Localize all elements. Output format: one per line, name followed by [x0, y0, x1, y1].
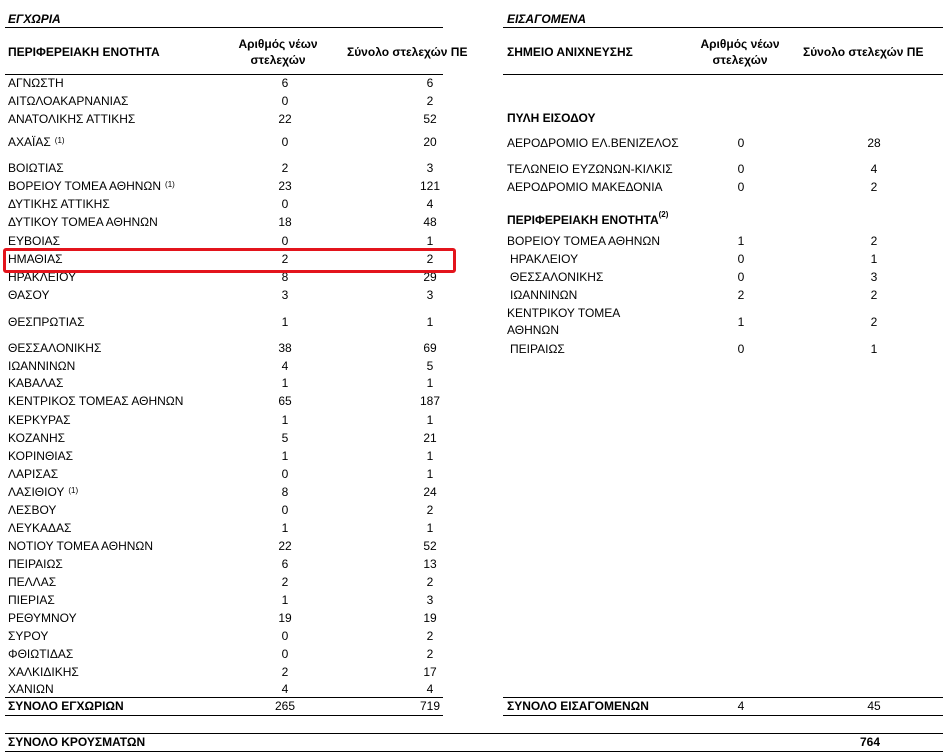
region-name: ΝΟΤΙΟΥ ΤΟΜΕΑ ΑΘΗΝΩΝ: [8, 539, 154, 553]
table-row: [8, 313, 448, 331]
footnote-marker: (1): [165, 180, 175, 189]
total-count: 1: [426, 521, 434, 535]
new-count: 5: [281, 431, 289, 445]
gate-title: ΠΥΛΗ ΕΙΣΟΔΟΥ: [507, 111, 596, 125]
region-row: [507, 250, 937, 268]
region-name: ΘΕΣΠΡΩΤΙΑΣ: [8, 315, 85, 329]
new-count: 23: [278, 179, 292, 193]
footnote-marker: (1): [54, 136, 65, 145]
region-name: ΠΙΕΡΙΑΣ: [8, 593, 55, 607]
table-row: [8, 177, 448, 195]
table-row: [8, 663, 448, 681]
gate-new-count: 0: [737, 162, 745, 176]
total-count: 187: [419, 394, 441, 408]
domestic-total-total: 719: [419, 699, 441, 713]
gate-total-count: 28: [867, 136, 881, 150]
total-count: 5: [426, 359, 434, 373]
new-count: 3: [281, 288, 289, 302]
region-name: ΛΑΡΙΣΑΣ: [8, 467, 59, 481]
table-row: [8, 213, 448, 231]
region-total-count: 3: [870, 270, 878, 284]
region-row: [507, 286, 937, 304]
region-name: ΑΝΑΤΟΛΙΚΗΣ ΑΤΤΙΚΗΣ: [8, 112, 136, 126]
imported-total-new: 4: [737, 699, 745, 713]
total-count: 3: [426, 161, 434, 175]
new-count: 2: [281, 252, 289, 266]
region-total-count: 2: [870, 315, 878, 329]
region-row: [507, 232, 937, 250]
total-count: 2: [426, 575, 434, 589]
imported-total-row: [507, 697, 937, 715]
domestic-bottom-rule: [5, 715, 443, 716]
region-name: ΔΥΤΙΚΗΣ ΑΤΤΙΚΗΣ: [8, 197, 110, 211]
region-name: ΑΓΝΩΣΤΗ: [8, 76, 64, 90]
region-new-count: 0: [737, 342, 745, 356]
region-name: ΡΕΘΥΜΝΟΥ: [8, 611, 77, 625]
table-row: [8, 447, 448, 465]
new-count: 2: [281, 161, 289, 175]
region-new-count: 1: [737, 234, 745, 248]
domestic-col-total: Σύνολο στελεχών ΠΕ: [347, 45, 468, 59]
new-count: 0: [281, 647, 289, 661]
table-row: [8, 74, 448, 92]
region-row: [507, 305, 937, 337]
region-row-name: ΒΟΡΕΙΟΥ ΤΟΜΕΑ ΑΘΗΝΩΝ: [507, 234, 661, 248]
total-count: 1: [426, 413, 434, 427]
new-count: 1: [281, 593, 289, 607]
domestic-total-new: 265: [274, 699, 296, 713]
table-row: [8, 645, 448, 663]
new-count: 0: [281, 503, 289, 517]
table-row: [8, 195, 448, 213]
new-count: 4: [281, 359, 289, 373]
new-count: 0: [281, 234, 289, 248]
region-name: ΠΕΙΡΑΙΩΣ: [8, 557, 63, 571]
region-name: ΗΜΑΘΙΑΣ: [8, 252, 63, 266]
gate-new-count: 0: [737, 180, 745, 194]
region-name: ΙΩΑΝΝΙΝΩΝ: [8, 359, 76, 373]
imported-col-new-line2: στελεχών: [712, 53, 768, 67]
table-row: [8, 357, 448, 375]
region-row-name: ΘΕΣΣΑΛΟΝΙΚΗΣ: [510, 270, 604, 284]
region-total-count: 2: [870, 288, 878, 302]
new-count: 1: [281, 449, 289, 463]
region-name: ΑΧΑΪΑΣ (1): [8, 133, 51, 151]
new-count: 0: [281, 94, 289, 108]
new-count: 0: [281, 629, 289, 643]
region-name: ΠΕΛΛΑΣ: [8, 575, 57, 589]
region-name: ΚΑΒΑΛΑΣ: [8, 376, 64, 390]
table-row: [8, 133, 448, 151]
region-name: ΦΘΙΩΤΙΔΑΣ: [8, 647, 74, 661]
table-row: [8, 680, 448, 698]
total-count: 1: [426, 467, 434, 481]
region-name: ΑΙΤΩΛΟΑΚΑΡΝΑΝΙΑΣ: [8, 94, 129, 108]
table-row: [8, 609, 448, 627]
region-table-body: [507, 0, 937, 756]
table-row: [8, 411, 448, 429]
region-row-name: ΗΡΑΚΛΕΙΟΥ: [510, 252, 579, 266]
new-count: 1: [281, 521, 289, 535]
new-count: 6: [281, 76, 289, 90]
total-count: 2: [426, 647, 434, 661]
table-row: [8, 465, 448, 483]
total-count: 6: [426, 76, 434, 90]
new-count: 8: [281, 485, 289, 499]
total-count: 48: [423, 215, 437, 229]
grand-total-value: 764: [860, 735, 881, 749]
region-row: [507, 340, 937, 358]
new-count: 8: [281, 270, 289, 284]
region-row-name: ΠΕΙΡΑΙΩΣ: [510, 342, 565, 356]
total-count: 2: [426, 629, 434, 643]
region-name: ΧΑΝΙΩΝ: [8, 682, 54, 696]
total-count: 19: [423, 611, 437, 625]
region-new-count: 0: [737, 270, 745, 284]
imported-col-point: ΣΗΜΕΙΟ ΑΝΙΧΝΕΥΣΗΣ: [507, 45, 633, 59]
region-new-count: 0: [737, 252, 745, 266]
new-count: 19: [278, 611, 292, 625]
total-count: 2: [426, 94, 434, 108]
table-row: [8, 483, 448, 501]
table-row: [8, 429, 448, 447]
domestic-col-new-line1: Αριθμός νέων: [238, 37, 318, 51]
new-count: 22: [278, 539, 292, 553]
new-count: 18: [278, 215, 292, 229]
region-row-name-line2: ΑΘΗΝΩΝ: [507, 323, 560, 337]
gate-name: ΑΕΡΟΔΡΟΜΙΟ ΕΛ.ΒΕΝΙΖΕΛΟΣ: [507, 136, 679, 150]
region-total-count: 2: [870, 234, 878, 248]
new-count: 6: [281, 557, 289, 571]
new-count: 38: [278, 341, 292, 355]
total-count: 2: [426, 252, 434, 266]
highlight-box: [3, 248, 456, 273]
total-count: 21: [423, 431, 437, 445]
table-row: [8, 286, 448, 304]
region-title-sup: (2): [658, 210, 669, 219]
region-name: ΘΑΣΟΥ: [8, 288, 50, 302]
region-row-name: ΙΩΑΝΝΙΝΩΝ: [510, 288, 578, 302]
new-count: 0: [281, 467, 289, 481]
table-row: [8, 627, 448, 645]
table-row: [8, 392, 448, 410]
total-count: 1: [426, 376, 434, 390]
region-name: ΘΕΣΣΑΛΟΝΙΚΗΣ: [8, 341, 102, 355]
total-count: 52: [423, 112, 437, 126]
region-name: ΛΕΥΚΑΔΑΣ: [8, 521, 72, 535]
region-name: ΗΡΑΚΛΕΙΟΥ: [8, 270, 77, 284]
table-row: [8, 92, 448, 110]
total-count: 3: [426, 593, 434, 607]
new-count: 0: [281, 135, 289, 149]
new-count: 2: [281, 665, 289, 679]
region-name: ΚΟΖΑΝΗΣ: [8, 431, 66, 445]
new-count: 4: [281, 682, 289, 696]
region-title-text: ΠΕΡΙΦΕΡΕΙΑΚΗ ΕΝΟΤΗΤΑ: [507, 213, 659, 227]
new-count: 0: [281, 197, 289, 211]
grand-total-top-rule: [5, 733, 943, 734]
imported-col-total: Σύνολο στελεχών ΠΕ: [803, 45, 924, 59]
table-row: [8, 501, 448, 519]
domestic-total-label: ΣΥΝΟΛΟ ΕΓΧΩΡΙΩΝ: [8, 699, 124, 713]
new-count: 1: [281, 413, 289, 427]
imported-section-title: ΕΙΣΑΓΟΜΕΝΑ: [507, 12, 587, 26]
new-count: 22: [278, 112, 292, 126]
region-name: ΚΕΡΚΥΡΑΣ: [8, 413, 71, 427]
region-row: [507, 268, 937, 286]
region-row-name: [507, 305, 620, 339]
table-row: [8, 519, 448, 537]
new-count: 2: [281, 575, 289, 589]
gate-name: ΑΕΡΟΔΡΟΜΙΟ ΜΑΚΕΔΟΝΙΑ: [507, 180, 663, 194]
domestic-total-row: [8, 697, 448, 715]
region-new-count: 2: [737, 288, 745, 302]
footnote-marker: (1): [68, 486, 79, 495]
table-row: [8, 339, 448, 357]
region-new-count: 1: [737, 315, 745, 329]
domestic-table-body: [8, 0, 448, 756]
region-name: ΚΕΝΤΡΙΚΟΣ ΤΟΜΕΑΣ ΑΘΗΝΩΝ: [8, 394, 184, 408]
domestic-col-new-line2: στελεχών: [250, 53, 306, 67]
imported-bottom-rule: [503, 715, 943, 716]
region-name: ΒΟΡΕΙΟΥ ΤΟΜΕΑ ΑΘΗΝΩΝ (1): [8, 177, 161, 195]
table-row: [8, 573, 448, 591]
region-name: ΔΥΤΙΚΟΥ ΤΟΜΕΑ ΑΘΗΝΩΝ: [8, 215, 158, 229]
total-count: 29: [423, 270, 437, 284]
region-name: ΕΥΒΟΙΑΣ: [8, 234, 61, 248]
gate-total-count: 4: [870, 162, 878, 176]
domestic-col-region: ΠΕΡΙΦΕΡΕΙΑΚΗ ΕΝΟΤΗΤΑ: [8, 45, 160, 59]
total-count: 4: [426, 197, 434, 211]
imported-col-new-line1: Αριθμός νέων: [700, 37, 780, 51]
total-count: 69: [423, 341, 437, 355]
grand-total-bottom-rule: [5, 751, 943, 752]
new-count: 65: [278, 394, 292, 408]
region-name: ΒΟΙΩΤΙΑΣ: [8, 161, 64, 175]
table-row: [8, 159, 448, 177]
gate-name: ΤΕΛΩΝΕΙΟ ΕΥΖΩΝΩΝ-ΚΙΛΚΙΣ: [507, 162, 673, 176]
region-total-count: 1: [870, 252, 878, 266]
gate-total-count: 2: [870, 180, 878, 194]
region-name: ΣΥΡΟΥ: [8, 629, 49, 643]
table-row: [8, 374, 448, 392]
total-count: 1: [426, 449, 434, 463]
region-row-name-line1: ΚΕΝΤΡΙΚΟΥ ΤΟΜΕΑ: [507, 306, 621, 320]
table-row: [8, 555, 448, 573]
total-count: 3: [426, 288, 434, 302]
total-count: 52: [423, 539, 437, 553]
region-name: ΧΑΛΚΙΔΙΚΗΣ: [8, 665, 79, 679]
new-count: 1: [281, 376, 289, 390]
total-count: 17: [423, 665, 437, 679]
grand-total-label: ΣΥΝΟΛΟ ΚΡΟΥΣΜΑΤΩΝ: [8, 735, 146, 749]
total-count: 2: [426, 503, 434, 517]
imported-total-label: ΣΥΝΟΛΟ ΕΙΣΑΓΟΜΕΝΩΝ: [507, 699, 649, 713]
domestic-section-title: ΕΓΧΩΡΙΑ: [8, 12, 61, 26]
region-name: ΚΟΡΙΝΘΙΑΣ: [8, 449, 74, 463]
total-count: 24: [423, 485, 437, 499]
region-name: ΛΕΣΒΟΥ: [8, 503, 57, 517]
region-name: ΛΑΣΙΘΙΟΥ (1): [8, 483, 64, 501]
imported-total-total: 45: [867, 699, 881, 713]
total-count: 1: [426, 315, 434, 329]
table-row: [8, 110, 448, 128]
total-count: 20: [423, 135, 437, 149]
table-row: [8, 591, 448, 609]
gate-new-count: 0: [737, 136, 745, 150]
total-count: 13: [423, 557, 437, 571]
total-count: 121: [419, 179, 441, 193]
total-count: 4: [426, 682, 434, 696]
region-total-count: 1: [870, 342, 878, 356]
table-row: [8, 537, 448, 555]
total-count: 1: [426, 234, 434, 248]
new-count: 1: [281, 315, 289, 329]
